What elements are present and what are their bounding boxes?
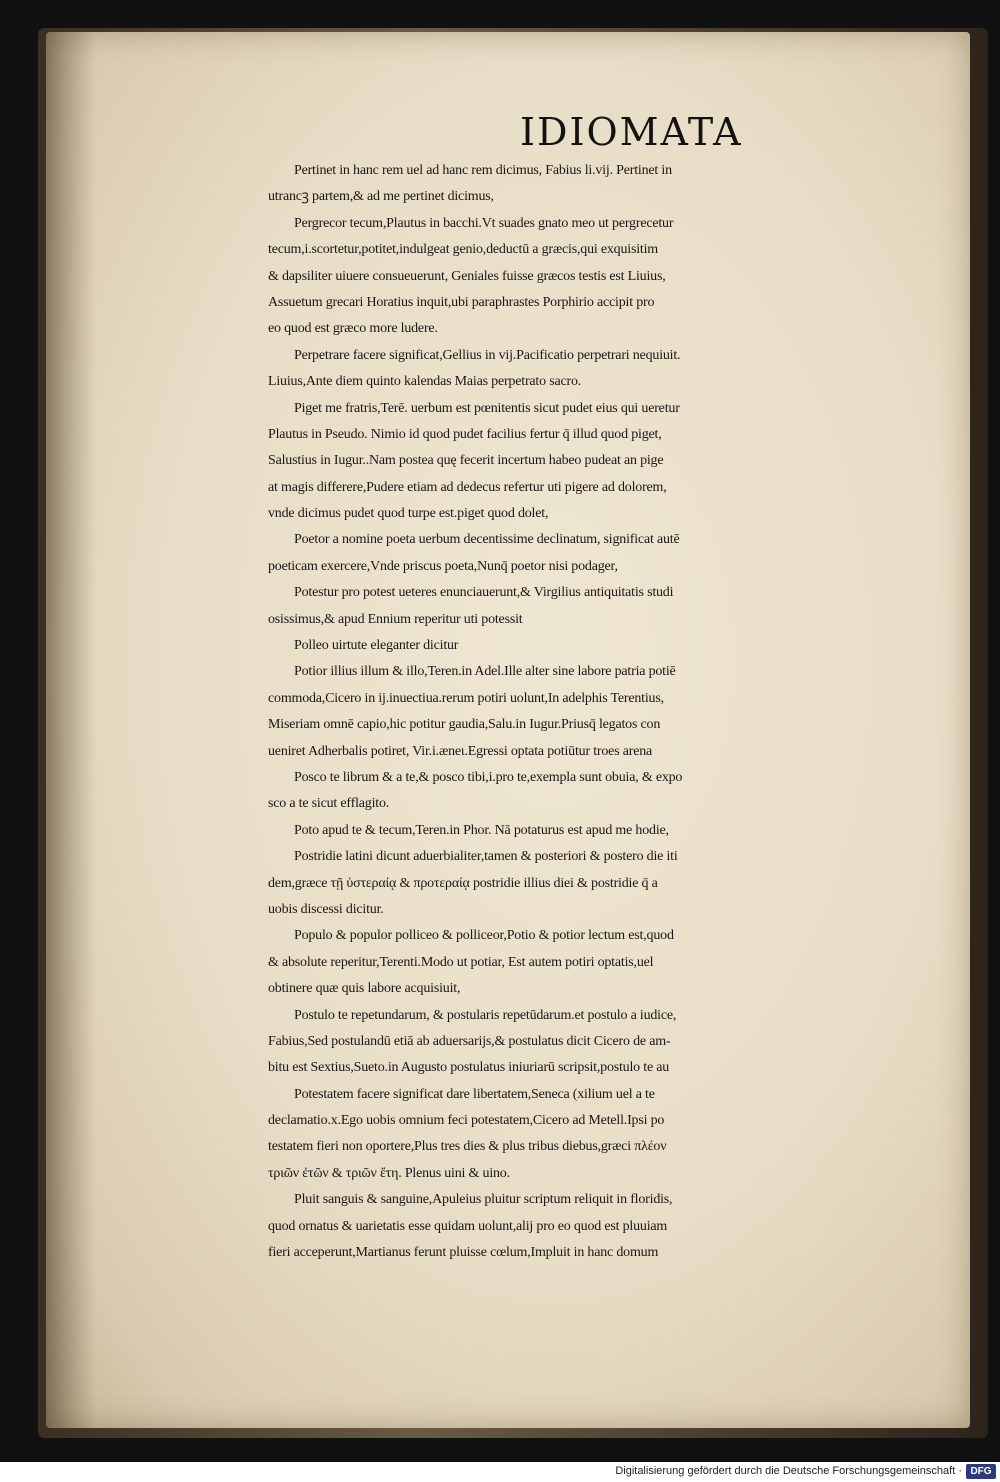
text-line: Fabius,Sed postulandū etiā ab aduersarijs,& postulatus dicit Cicero de am- xyxy=(268,1033,671,1049)
text-line: sco a te sicut efflagito. xyxy=(268,796,390,812)
text-line: Liuius,Ante diem quinto kalendas Maias perpetrato sacro. xyxy=(268,374,582,390)
text-line: Polleo uirtute eleganter dicitur xyxy=(294,638,459,654)
text-line: & absolute reperitur,Terenti.Modo ut potiar, Est autem potiri optatis,uel xyxy=(268,954,654,970)
text-line: Poto apud te & tecum,Teren.in Phor. Nā potaturus est apud me hodie, xyxy=(294,822,669,838)
text-line: Populo & populor polliceo & polliceor,Potio & potior lectum est,quod xyxy=(294,928,674,944)
text-line: dem,græce τῇ ὑστεραίᾳ & προτεραίᾳ postridie illius diei & postridie q̄ a xyxy=(268,875,658,891)
text-line: obtinere quæ quis labore acquisiuit, xyxy=(268,981,461,997)
text-line: fieri acceperunt,Martianus ferunt pluisse cœlum,Impluit in hanc domum xyxy=(268,1245,659,1261)
text-line: uobis discessi dicitur. xyxy=(268,901,384,917)
text-line: testatem fieri non oportere,Plus tres dies & plus tribus diebus,græci πλέον xyxy=(268,1139,667,1155)
text-line: eo quod est græco more ludere. xyxy=(268,321,438,337)
text-line: Assuetum grecari Horatius inquit,ubi paraphrastes Porphirio accipit pro xyxy=(268,294,655,310)
text-line: Potestur pro potest ueteres enunciauerunt,& Virgilius antiquitatis studi xyxy=(294,585,674,601)
funding-credit: Digitalisierung gefördert durch die Deutsche Forschungsgemeinschaft · xyxy=(615,1465,962,1477)
text-line: ueniret Adherbalis potiret, Vir.i.æneι.Egressi optata potiūtur troes arena xyxy=(268,743,653,759)
text-line: declamatio.x.Ego uobis omnium feci potestatem,Cicero ad Metell.Ipsi po xyxy=(268,1113,665,1129)
text-line: Piget me fratris,Terē. uerbum est pœnitentis sicut pudet eius qui ueretur xyxy=(294,400,680,416)
text-line: Perpetrare facere significat,Gellius in vij.Pacificatio perpetrari nequiuit. xyxy=(294,347,681,363)
text-line: Postridie latini dicunt aduerbialiter,tamen & posteriori & postero die iti xyxy=(294,849,678,865)
text-line: at magis differere,Pudere etiam ad dedecus refertur uti pigere ad dolorem, xyxy=(268,479,667,495)
text-line: Pluit sanguis & sanguine,Apuleius pluitur scriptum reliquit in floridis, xyxy=(294,1192,673,1208)
text-line: Poetor a nomine poeta uerbum decentissime declinatum, significat autē xyxy=(294,532,680,548)
running-title: IDIOMATA xyxy=(520,110,743,154)
text-line: Salustius in Iugur..Nam postea quę fecerit incertum habeo pudeat an pige xyxy=(268,453,664,469)
text-line: Pertinet in hanc rem uel ad hanc rem dicimus, Fabius li.vij. Pertinet in xyxy=(294,163,672,178)
text-line: Potior illius illum & illo,Teren.in Adel.Ille alter sine labore patria potiē xyxy=(294,664,676,680)
text-line: Postulo te repetundarum, & postularis repetūdarum.et postulo a iudice, xyxy=(294,1007,677,1023)
text-line: bitu est Sextius,Sueto.in Augusto postulatus iniuriarū scripsit,postulo te au xyxy=(268,1060,670,1076)
gutter-shadow xyxy=(46,32,96,1428)
text-line: vnde dicimus pudet quod turpe est.piget quod dolet, xyxy=(268,506,549,522)
text-line: Pergrecor tecum,Plautus in bacchi.Vt suades gnato meo ut pergrecetur xyxy=(294,215,674,231)
text-line: Plautus in Pseudo. Nimio id quod pudet facilius fertur q̄ illud quod piget, xyxy=(268,426,662,442)
text-line: Miseriam omnē capio,hic potitur gaudia,Salu.in Iugur.Priusq̄ legatos con xyxy=(268,717,661,733)
text-line: Potestatem facere significat dare libertatem,Seneca (xilium uel a te xyxy=(294,1086,655,1102)
dfg-logo: DFG xyxy=(966,1464,996,1479)
text-line: tecum,i.scortetur,potitet,indulgeat genio,deductū a græcis,qui exquisitim xyxy=(268,242,658,258)
text-line: τριῶν ἐτῶν & τριῶν ἔτη. Plenus uini & uino. xyxy=(268,1165,510,1181)
footer-bar xyxy=(0,1462,1000,1482)
text-line: quod ornatus & uarietatis esse quidam uolunt,alij pro eo quod est pluuiam xyxy=(268,1218,668,1234)
text-line: poeticam exercere,Vnde priscus poeta,Nunq̄ poetor nisi podager, xyxy=(268,558,618,574)
text-line: & dapsiliter uiuere consueuerunt, Geniales fuisse græcos testis est Liuius, xyxy=(268,268,666,284)
text-line: utrancꝫ partem,& ad me pertinet dicimus, xyxy=(268,189,494,205)
text-line: commoda,Cicero in ij.inuectiua.rerum potiri uolunt,In adelphis Terentius, xyxy=(268,690,664,706)
body-text xyxy=(268,158,988,1266)
text-line: Posco te librum & a te,& posco tibi,i.pro te,exempla sunt obuia, & expo xyxy=(294,769,683,785)
text-line: osissimus,& apud Ennium reperitur uti potessit xyxy=(268,611,523,627)
